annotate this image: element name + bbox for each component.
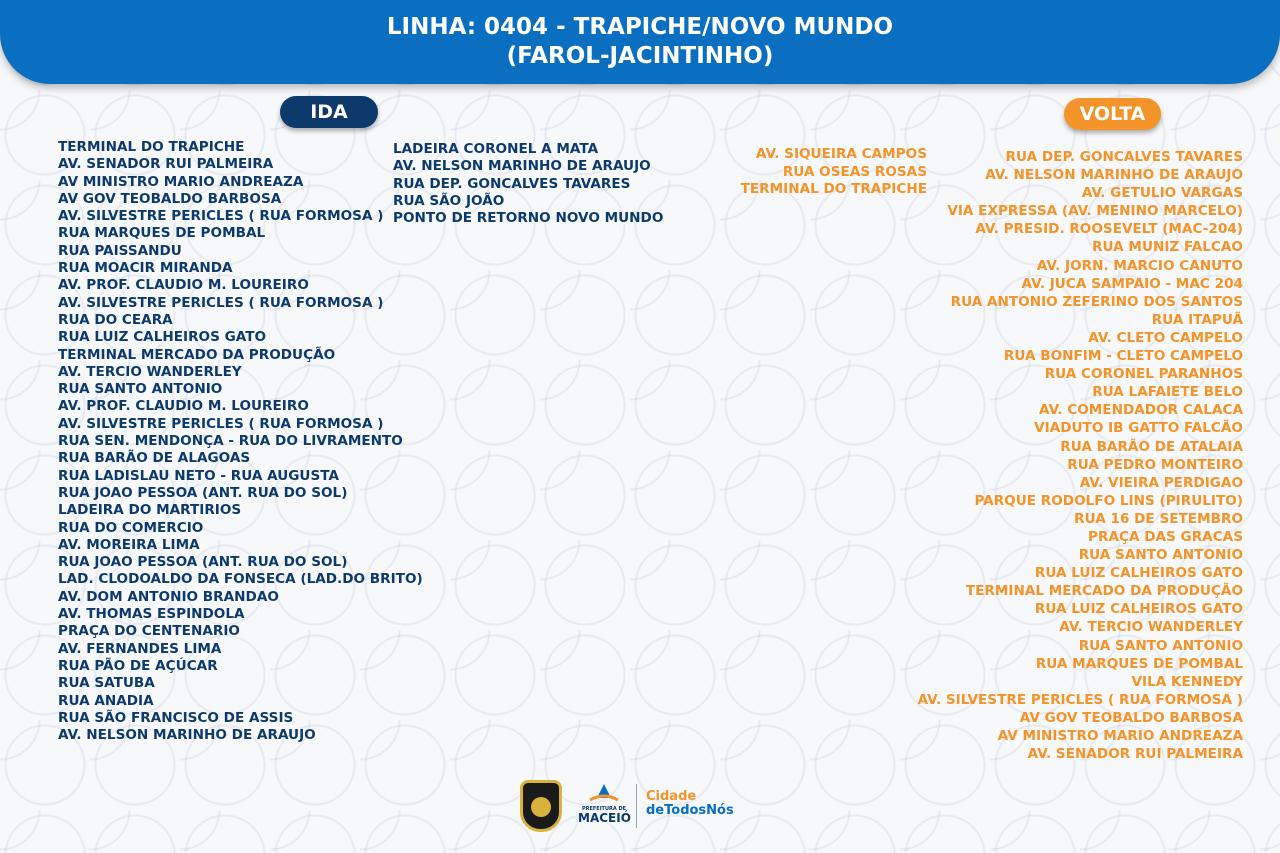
stop-item: RUA SANTO ANTONIO [58,381,223,398]
maceio-logo-icon [587,782,621,806]
stop-item: RUA DEP. GONCALVES TAVARES [1005,149,1243,165]
stop-item: AV. SILVESTRE PERICLES ( RUA FORMOSA ) [917,691,1243,708]
stop-item: RUA MARQUES DE POMBAL [1035,655,1243,672]
stop-item: RUA LUIZ CALHEIROS GATO [1034,601,1243,618]
stop-item: LADEIRA DO MARTIRIOS [58,502,242,519]
ida-stops-column-1 [58,139,423,744]
stop-item: RUA SÃO JOÃO [393,192,505,209]
stop-item: AV. JUCA SAMPAIO - MAC 204 [1021,275,1243,292]
cidade-line-2: deTodosNós [646,803,734,818]
stop-item: RUA SEN. MENDONÇA - RUA DO LIVRAMENTO [58,433,403,450]
stop-item: AV. SIQUEIRA CAMPOS [755,146,927,162]
stop-item: PRAÇA DAS GRACAS [1088,528,1243,545]
stop-item: AV. SILVESTRE PERICLES ( RUA FORMOSA ) [58,294,384,311]
volta-stops-column-1 [741,146,927,199]
stop-item: RUA SÃO FRANCISCO DE ASSIS [58,709,294,726]
cidade-line-1: Cidade [646,789,697,804]
stop-item: AV. TERCIO WANDERLEY [1059,619,1243,636]
volta-stops-column-2 [918,148,1243,763]
stop-item: TERMINAL MERCADO DA PRODUÇÃO [58,346,336,363]
ida-stops-column-2 [393,141,663,227]
stop-item: RUA PAISSANDU [58,242,182,259]
stop-item: RUA SANTO ANTONIO [1078,547,1243,564]
stop-item: RUA JOAO PESSOA (ANT. RUA DO SOL) [58,554,348,571]
maceio-small-text: PREFEITURA DE [581,806,627,812]
stop-item: AV. PRESID. ROOSEVELT (MAC-204) [975,221,1243,238]
stop-item: PONTO DE RETORNO NOVO MUNDO [393,210,664,227]
maceio-logo [578,782,630,832]
stop-item: RUA JOAO PESSOA (ANT. RUA DO SOL) [58,484,348,501]
stop-item: VIADUTO IB GATTO FALCÃO [1034,420,1243,437]
ida-label: IDA [280,96,378,128]
route-header [0,0,1280,84]
stop-item: VIA EXPRESSA (AV. MENINO MARCELO) [947,203,1243,220]
municipal-guard-badge-icon [520,780,562,832]
stop-item: TERMINAL DO TRAPICHE [740,181,927,197]
stop-item: VILA KENNEDY [1131,673,1243,690]
stop-item: RUA ITAPUÃ [1151,311,1243,328]
footer-logos [518,778,748,834]
stop-item: RUA SATUBA [58,675,155,692]
stop-item: RUA BARÃO DE ALAGOAS [58,450,251,467]
route-subtitle: (FAROL-JACINTINHO) [506,43,774,69]
stop-item: RUA 16 DE SETEMBRO [1074,510,1243,527]
stop-item: AV MINISTRO MARIO ANDREAZA [58,173,304,190]
stop-item: RUA DO CEARA [58,311,173,328]
stop-item: AV. SENADOR RUI PALMEIRA [58,156,274,173]
stop-item: AV MINISTRO MARIO ANDREAZA [997,728,1243,744]
stop-item: AV. TERCIO WANDERLEY [58,363,242,380]
stop-item: RUA LUIZ CALHEIROS GATO [58,329,267,346]
stop-item: RUA BONFIM - CLETO CAMPELO [1003,348,1243,365]
stop-item: PARQUE RODOLFO LINS (PIRULITO) [974,492,1243,509]
stop-item: AV. GETULIO VARGAS [1081,185,1243,202]
stop-item: RUA ANTONIO ZEFERINO DOS SANTOS [950,293,1243,310]
footer-divider [636,784,637,828]
volta-label: VOLTA [1064,98,1161,130]
stop-item: RUA ANADIA [58,692,154,709]
stop-item: AV GOV TEOBALDO BARBOSA [58,190,282,207]
stop-item: AV. PROF. CLAUDIO M. LOUREIRO [58,277,309,294]
stop-item: PRAÇA DO CENTENARIO [58,623,240,640]
stop-item: AV. VIEIRA PERDIGAO [1079,474,1243,491]
stop-item: RUA MUNIZ FALCAO [1092,239,1243,256]
stop-item: AV. JORN. MARCIO CANUTO [1036,257,1243,274]
stop-item: RUA CORONEL PARANHOS [1044,366,1243,383]
stop-item: AV. FERNANDES LIMA [58,640,222,657]
stop-item: LADEIRA CORONEL A MATA [393,141,599,157]
stop-item: AV. MOREIRA LIMA [58,536,200,553]
stop-item: RUA LADISLAU NETO - RUA AUGUSTA [58,467,339,484]
stop-item: RUA PÃO DE AÇÚCAR [58,657,218,674]
stop-item: RUA PEDRO MONTEIRO [1067,456,1243,473]
stop-item: TERMINAL MERCADO DA PRODUÇÃO [965,583,1243,600]
cidade-de-todos-nos-logo [646,790,734,818]
stop-item: AV. NELSON MARINHO DE ARAUJO [985,167,1243,184]
stop-item: RUA SANTO ANTONIO [1078,637,1243,654]
stop-item: AV. NELSON MARINHO DE ARAUJO [58,727,316,744]
route-title: LINHA: 0404 - TRAPICHE/NOVO MUNDO [386,14,894,40]
stop-item: RUA MOACIR MIRANDA [58,260,233,277]
stop-item: RUA LAFAIETE BELO [1092,384,1243,401]
stop-item: AV GOV TEOBALDO BARBOSA [1019,709,1243,726]
stop-item: AV. DOM ANTONIO BRANDAO [58,588,279,605]
stop-item: AV. THOMAS ESPINDOLA [58,606,245,623]
stop-item: AV. PROF. CLAUDIO M. LOUREIRO [58,398,309,415]
stop-item: RUA DEP. GONCALVES TAVARES [393,175,631,192]
stop-item: AV. SENADOR RUI PALMEIRA [1027,746,1243,763]
stop-item: AV. CLETO CAMPELO [1088,329,1243,346]
stop-item: AV. SILVESTRE PERICLES ( RUA FORMOSA ) [58,415,384,432]
stop-item: LAD. CLODOALDO DA FONSECA (LAD.DO BRITO) [58,571,423,588]
stop-item: RUA LUIZ CALHEIROS GATO [1034,565,1243,582]
stop-item: RUA DO COMERCIO [58,519,204,536]
stop-item: RUA MARQUES DE POMBAL [58,225,266,242]
maceio-text: MACEIÓ [578,811,631,825]
stop-item: RUA OSEAS ROSAS [782,163,927,180]
stop-item: RUA BARÃO DE ATALAIA [1060,438,1243,455]
stop-item: AV. COMENDADOR CALACA [1038,402,1243,419]
stop-item: AV. NELSON MARINHO DE ARAUJO [393,158,651,175]
stop-item: AV. SILVESTRE PERICLES ( RUA FORMOSA ) [58,208,384,225]
stop-item: TERMINAL DO TRAPICHE [58,139,245,155]
